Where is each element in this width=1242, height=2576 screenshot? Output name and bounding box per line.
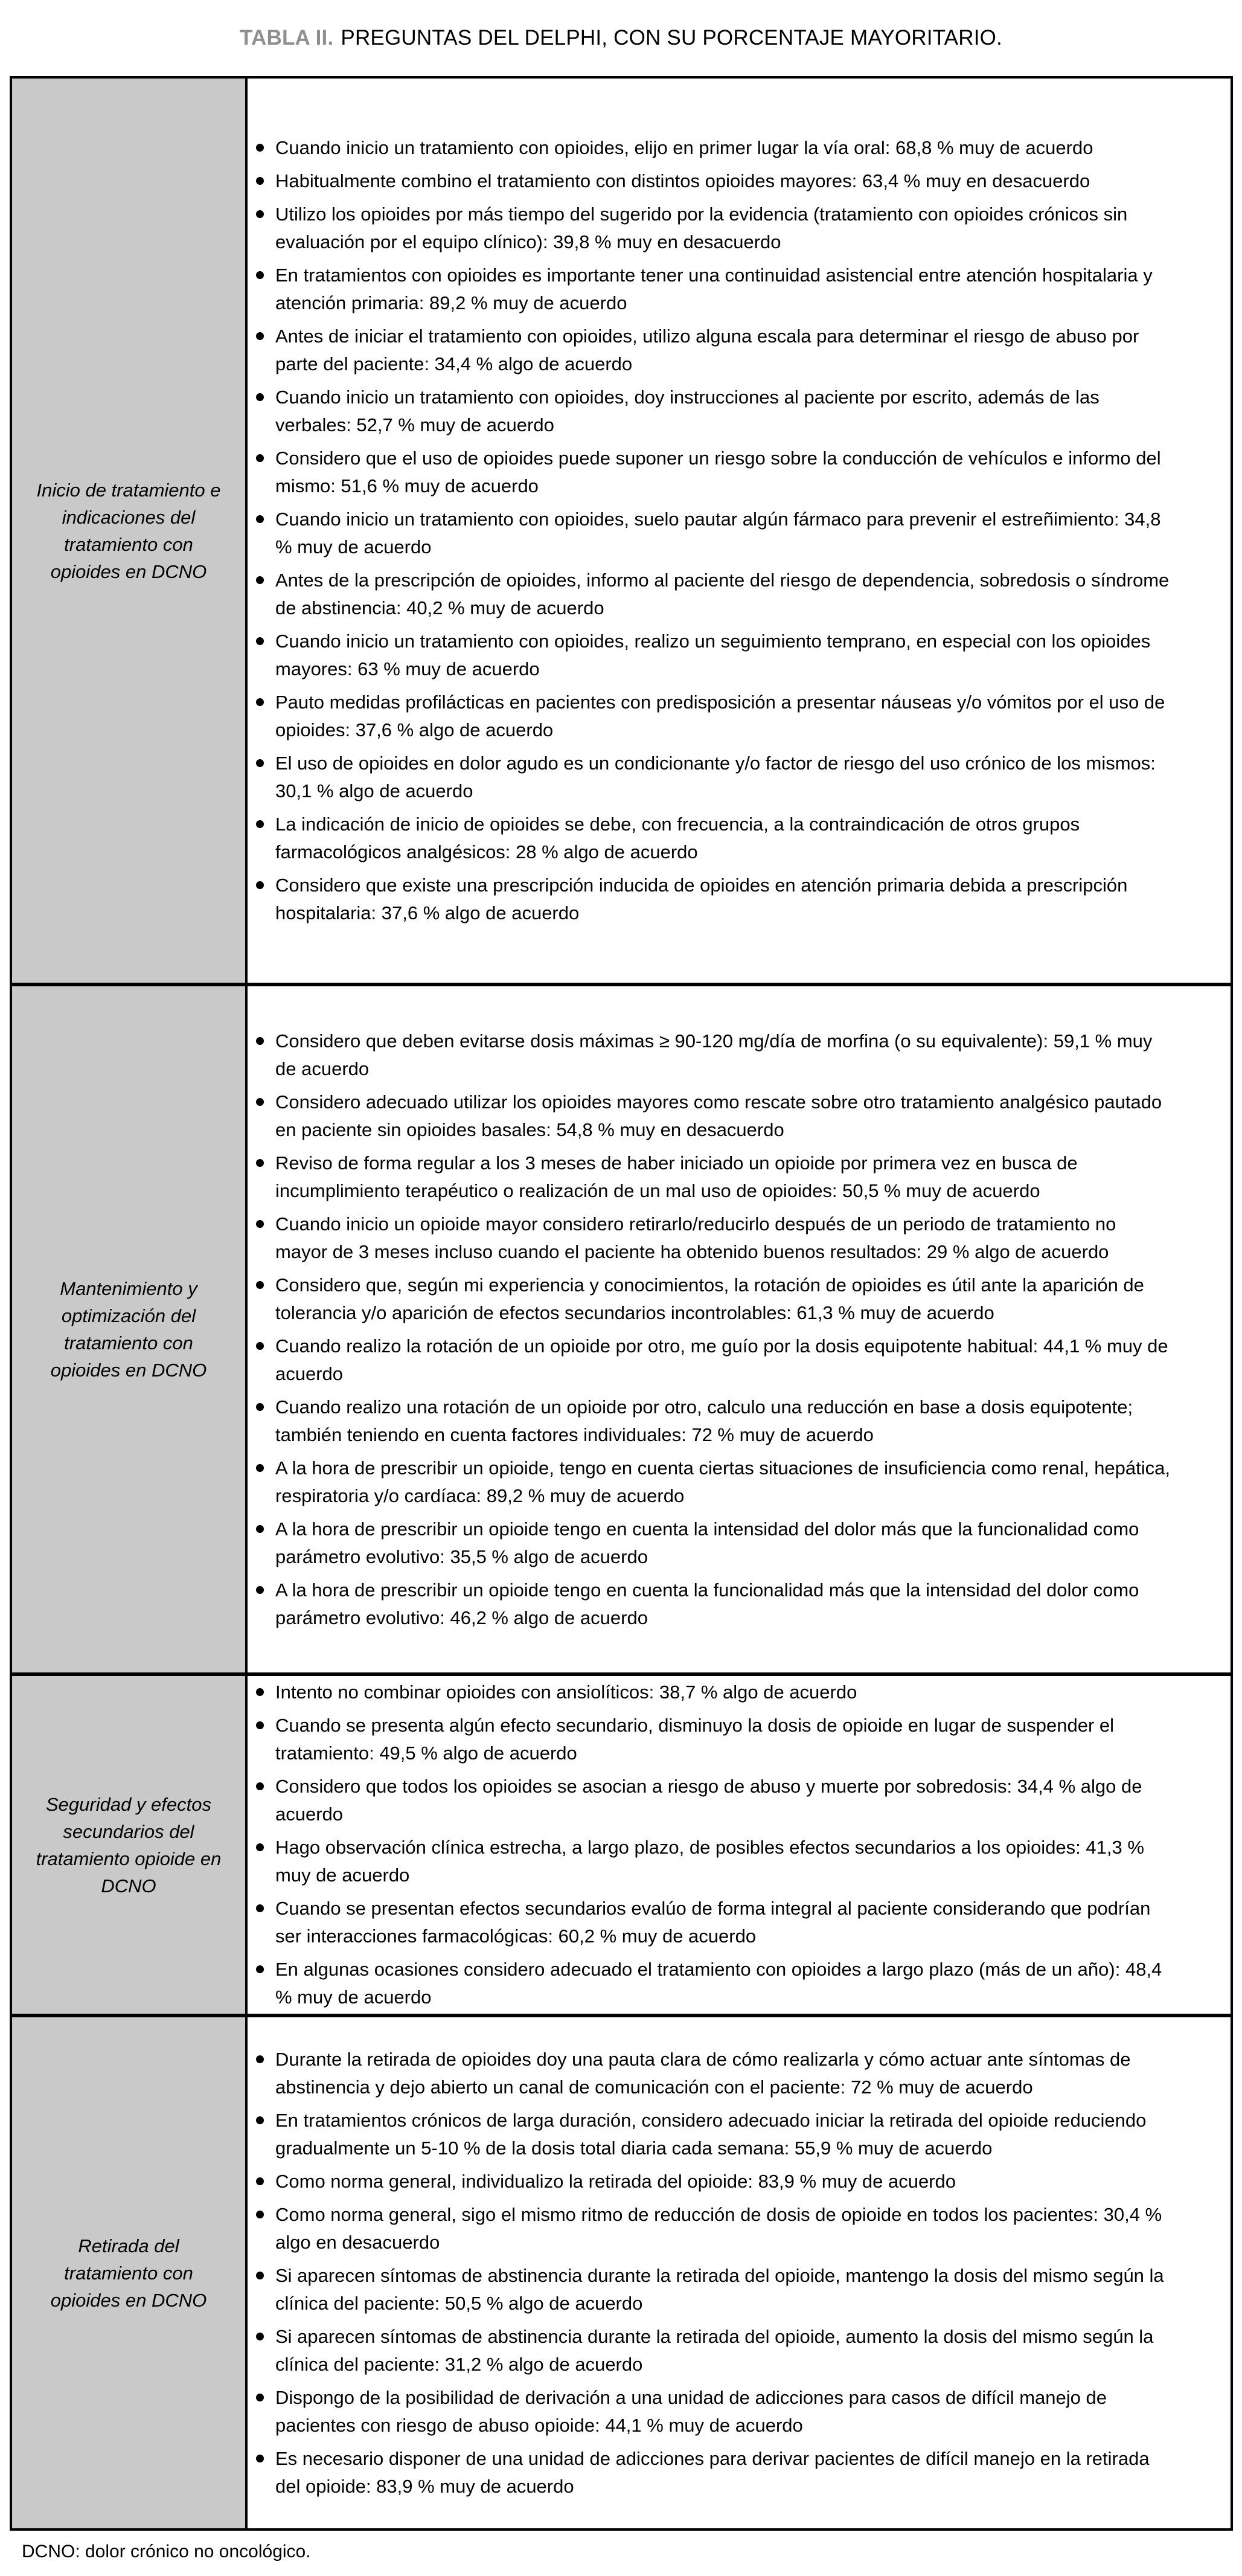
- delphi-question-item: [256, 2201, 1173, 2256]
- bullet-icon: [256, 820, 264, 828]
- question-text: Durante la retirada de opioides doy una pauta clara de cómo realizarla y cómo actuar ante síntomas de abstinencia y dejo abierto un canal de comunicación con el paciente: 72 % muy de acuerdo: [275, 2048, 1131, 2098]
- delphi-question-item: [256, 1712, 1173, 1767]
- category-cell: [12, 1676, 248, 2014]
- delphi-question-item: [256, 1576, 1173, 1632]
- category-label: Seguridad y efectos secundarios del tratamiento opioide en DCNO: [36, 1793, 222, 1897]
- delphi-question-item: [256, 1773, 1173, 1828]
- delphi-question-item: [256, 567, 1173, 622]
- delphi-question-item: [256, 1210, 1173, 1266]
- questions-cell: [248, 986, 1231, 1672]
- delphi-question-item: [256, 262, 1173, 317]
- question-text: Cuando inicio un tratamiento con opioides, elijo en primer lugar la vía oral: 68,8 % muy de acuerdo: [275, 137, 1093, 158]
- bullet-icon: [256, 2272, 264, 2279]
- delphi-question-item: [256, 201, 1173, 256]
- delphi-question-item: [256, 872, 1173, 927]
- question-text: A la hora de prescribir un opioide, tengo en cuenta ciertas situaciones de insuficiencia como renal, hepática, respiratoria y/o cardíaca: 89,2 % muy de acuerdo: [275, 1457, 1171, 1506]
- table-title-text: PREGUNTAS DEL DELPHI, CON SU PORCENTAJE MAYORITARIO.: [341, 26, 1002, 50]
- question-text: Si aparecen síntomas de abstinencia durante la retirada del opioide, aumento la dosis del mismo según la clínica del paciente: 31,2 % algo de acuerdo: [275, 2325, 1154, 2375]
- question-text: La indicación de inicio de opioides se debe, con frecuencia, a la contraindicación de otros grupos farmacológicos analgésicos: 28 % algo de acuerdo: [275, 814, 1080, 862]
- bullet-icon: [256, 1965, 264, 1973]
- delphi-question-item: [256, 1895, 1173, 1950]
- delphi-question-item: [256, 384, 1173, 439]
- bullet-icon: [256, 332, 264, 340]
- question-text: Reviso de forma regular a los 3 meses de haber iniciado un opioide por primera vez en busca de incumplimiento terapéutico o realización de un mal uso de opioides: 50,5 % muy de acuerdo: [275, 1152, 1078, 1201]
- bullet-icon: [256, 1782, 264, 1790]
- category-label: Mantenimiento y optimización del tratamiento con opioides en DCNO: [50, 1278, 207, 1381]
- question-text: Cuando se presentan efectos secundarios evalúo de forma integral al paciente considerando que podrían ser interacciones farmacológicas: 60,2 % muy de acuerdo: [275, 1898, 1151, 1947]
- bullet-icon: [256, 144, 264, 152]
- question-text: Cuando realizo una rotación de un opioide por otro, calculo una reducción en base a dosis equipotente; también teniendo en cuenta factores individuales: 72 % muy de acuerdo: [275, 1396, 1133, 1445]
- delphi-question-item: [256, 811, 1173, 866]
- bullet-icon: [256, 1220, 264, 1228]
- question-text: Como norma general, individualizo la retirada del opioide: 83,9 % muy de acuerdo: [275, 2170, 956, 2192]
- table-number-label: TABLA II.: [240, 26, 334, 50]
- bullet-icon: [256, 393, 264, 401]
- bullet-icon: [256, 1281, 264, 1289]
- question-text: En tratamientos crónicos de larga duración, considero adecuado iniciar la retirada del opioide reduciendo gradualmente un 5-10 % de la dosis total diaria cada semana: 55,9 % muy de acuerdo: [275, 2109, 1147, 2159]
- question-text: En algunas ocasiones considero adecuado el tratamiento con opioides a largo plazo (más de un año): 48,4 % muy de acuerdo: [275, 1959, 1162, 2008]
- bullet-icon: [256, 2455, 264, 2462]
- table-row: [12, 2014, 1231, 2528]
- bullet-icon: [256, 1904, 264, 1912]
- question-text: Dispongo de la posibilidad de derivación a una unidad de adicciones para casos de difícil manejo de pacientes con riesgo de abuso opioide: 44,1 % muy de acuerdo: [275, 2386, 1107, 2436]
- delphi-question-item: [256, 628, 1173, 683]
- question-text: Utilizo los opioides por más tiempo del sugerido por la evidencia (tratamiento con opioides crónicos sin evaluación por el equipo clínico): 39,8 % muy en desacuerdo: [275, 204, 1128, 252]
- footer-note: DCNO: dolor crónico no oncológico.: [22, 2542, 311, 2562]
- category-cell: [12, 79, 248, 983]
- bullet-icon: [256, 2116, 264, 2124]
- delphi-question-item: [256, 1149, 1173, 1205]
- delphi-question-item: [256, 167, 1173, 195]
- bullet-icon: [256, 2177, 264, 2185]
- delphi-table: [10, 76, 1233, 2531]
- delphi-question-item: [256, 506, 1173, 561]
- question-text: Cuando inicio un opioide mayor considero retirarlo/reducirlo después de un periodo de tratamiento no mayor de 3 meses incluso cuando el paciente ha obtenido buenos resultados: 29 % algo de acuerdo: [275, 1213, 1116, 1262]
- bullet-icon: [256, 1721, 264, 1729]
- bullet-icon: [256, 515, 264, 523]
- question-text: Considero que el uso de opioides puede suponer un riesgo sobre la conducción de vehículos e informo del mismo: 51,6 % muy de acuerdo: [275, 448, 1161, 496]
- questions-list: [256, 1027, 1173, 1632]
- table-row: [12, 79, 1231, 983]
- question-text: En tratamientos con opioides es importante tener una continuidad asistencial entre atención hospitalaria y atención primaria: 89,2 % muy de acuerdo: [275, 265, 1153, 313]
- question-text: A la hora de prescribir un opioide tengo en cuenta la funcionalidad más que la intensidad del dolor como parámetro evolutivo: 46,2 % algo de acuerdo: [275, 1579, 1139, 1628]
- category-label: Retirada del tratamiento con opioides en DCNO: [50, 2235, 207, 2311]
- bullet-icon: [256, 454, 264, 462]
- questions-list: [256, 134, 1173, 927]
- question-text: Cuando inicio un tratamiento con opioides, suelo pautar algún fármaco para prevenir el estreñimiento: 34,8 % muy de acuerdo: [275, 509, 1161, 557]
- question-text: Antes de iniciar el tratamiento con opioides, utilizo alguna escala para determinar el riesgo de abuso por parte del paciente: 34,4 % algo de acuerdo: [275, 326, 1139, 374]
- delphi-question-item: [256, 1678, 1173, 1706]
- delphi-question-item: [256, 323, 1173, 378]
- delphi-question-item: [256, 2107, 1173, 2162]
- delphi-question-item: [256, 1454, 1173, 1510]
- delphi-question-item: [256, 1332, 1173, 1388]
- questions-list: [256, 1678, 1173, 2011]
- category-label: Inicio de tratamiento e indicaciones del tratamiento con opioides en DCNO: [36, 479, 221, 582]
- delphi-question-item: [256, 2168, 1173, 2195]
- bullet-icon: [256, 2333, 264, 2340]
- bullet-icon: [256, 1098, 264, 1106]
- delphi-question-item: [256, 1834, 1173, 1889]
- question-text: Antes de la prescripción de opioides, informo al paciente del riesgo de dependencia, sobredosis o síndrome de abstinencia: 40,2 % muy de acuerdo: [275, 570, 1170, 618]
- delphi-question-item: [256, 1027, 1173, 1083]
- bullet-icon: [256, 576, 264, 584]
- question-text: Hago observación clínica estrecha, a largo plazo, de posibles efectos secundarios a los opioides: 41,3 % muy de acuerdo: [275, 1837, 1144, 1886]
- question-text: A la hora de prescribir un opioide tengo en cuenta la intensidad del dolor más que la funcionalidad como parámetro evolutivo: 35,5 % algo de acuerdo: [275, 1518, 1139, 1567]
- bullet-icon: [256, 1525, 264, 1533]
- question-text: Cuando realizo la rotación de un opioide por otro, me guío por la dosis equipotente habitual: 44,1 % muy de acuerdo: [275, 1335, 1168, 1384]
- bullet-icon: [256, 881, 264, 889]
- delphi-question-item: [256, 1515, 1173, 1571]
- question-text: Habitualmente combino el tratamiento con distintos opioides mayores: 63,4 % muy en desacuerdo: [275, 170, 1090, 191]
- bullet-icon: [256, 698, 264, 706]
- bullet-icon: [256, 759, 264, 767]
- bullet-icon: [256, 1037, 264, 1045]
- bullet-icon: [256, 1159, 264, 1167]
- category-cell: [12, 2017, 248, 2528]
- bullet-icon: [256, 1403, 264, 1411]
- questions-cell: [248, 1676, 1231, 2014]
- bullet-icon: [256, 2394, 264, 2401]
- delphi-question-item: [256, 445, 1173, 500]
- bullet-icon: [256, 210, 264, 218]
- question-text: Cuando se presenta algún efecto secundario, disminuyo la dosis de opioide en lugar de suspender el tratamiento: 49,5 % algo de acuerdo: [275, 1715, 1115, 1764]
- table-row: [12, 983, 1231, 1672]
- delphi-question-item: [256, 1271, 1173, 1327]
- question-text: Considero que deben evitarse dosis máximas ≥ 90-120 mg/día de morfina (o su equivalente): 59,1 % muy de acuerdo: [275, 1030, 1153, 1079]
- question-text: Como norma general, sigo el mismo ritmo de reducción de dosis de opioide en todos los pacientes: 30,4 % algo en desacuerdo: [275, 2203, 1162, 2253]
- page-title: [0, 0, 1242, 76]
- question-text: Cuando inicio un tratamiento con opioides, realizo un seguimiento temprano, en especial con los opioides mayores: 63 % muy de acuerdo: [275, 631, 1151, 679]
- questions-cell: [248, 79, 1231, 983]
- delphi-question-item: [256, 689, 1173, 744]
- bullet-icon: [256, 637, 264, 645]
- delphi-question-item: [256, 750, 1173, 805]
- bullet-icon: [256, 2211, 264, 2218]
- bullet-icon: [256, 177, 264, 185]
- bullet-icon: [256, 1586, 264, 1594]
- delphi-question-item: [256, 2384, 1173, 2439]
- question-text: El uso de opioides en dolor agudo es un condicionante y/o factor de riesgo del uso crónico de los mismos: 30,1 % algo de acuerdo: [275, 753, 1156, 801]
- question-text: Considero que existe una prescripción inducida de opioides en atención primaria debida a prescripción hospitalaria: 37,6 % algo de acuerdo: [275, 875, 1128, 923]
- question-text: Considero que todos los opioides se asocian a riesgo de abuso y muerte por sobredosis: 34,4 % algo de acuerdo: [275, 1776, 1142, 1825]
- question-text: Intento no combinar opioides con ansiolíticos: 38,7 % algo de acuerdo: [275, 1681, 857, 1703]
- delphi-question-item: [256, 134, 1173, 162]
- question-text: Considero adecuado utilizar los opioides mayores como rescate sobre otro tratamiento analgésico pautado en paciente sin opioides basales: 54,8 % muy en desacuerdo: [275, 1091, 1162, 1140]
- bullet-icon: [256, 2055, 264, 2063]
- table-row: [12, 1672, 1231, 2014]
- questions-list: [256, 2046, 1173, 2501]
- category-cell: [12, 986, 248, 1672]
- question-text: Pauto medidas profilácticas en pacientes con predisposición a presentar náuseas y/o vómitos por el uso de opioides: 37,6 % algo de acuerdo: [275, 692, 1165, 740]
- bullet-icon: [256, 1688, 264, 1696]
- delphi-question-item: [256, 1393, 1173, 1449]
- bullet-icon: [256, 1843, 264, 1851]
- delphi-question-item: [256, 1088, 1173, 1144]
- bullet-icon: [256, 1342, 264, 1350]
- question-text: Es necesario disponer de una unidad de adicciones para derivar pacientes de difícil manejo en la retirada del opioide: 83,9 % muy de acuerdo: [275, 2447, 1150, 2497]
- questions-cell: [248, 2017, 1231, 2528]
- bullet-icon: [256, 1464, 264, 1472]
- question-text: Considero que, según mi experiencia y conocimientos, la rotación de opioides es útil ante la aparición de tolerancia y/o aparición de efectos secundarios incontrolables: 61,3 % muy de acuerdo: [275, 1274, 1144, 1323]
- question-text: Si aparecen síntomas de abstinencia durante la retirada del opioide, mantengo la dosis del mismo según la clínica del paciente: 50,5 % algo de acuerdo: [275, 2264, 1164, 2314]
- delphi-question-item: [256, 1956, 1173, 2011]
- bullet-icon: [256, 271, 264, 279]
- delphi-question-item: [256, 2323, 1173, 2378]
- question-text: Cuando inicio un tratamiento con opioides, doy instrucciones al paciente por escrito, además de las verbales: 52,7 % muy de acuerdo: [275, 387, 1100, 435]
- delphi-question-item: [256, 2046, 1173, 2101]
- delphi-question-item: [256, 2445, 1173, 2501]
- delphi-question-item: [256, 2262, 1173, 2317]
